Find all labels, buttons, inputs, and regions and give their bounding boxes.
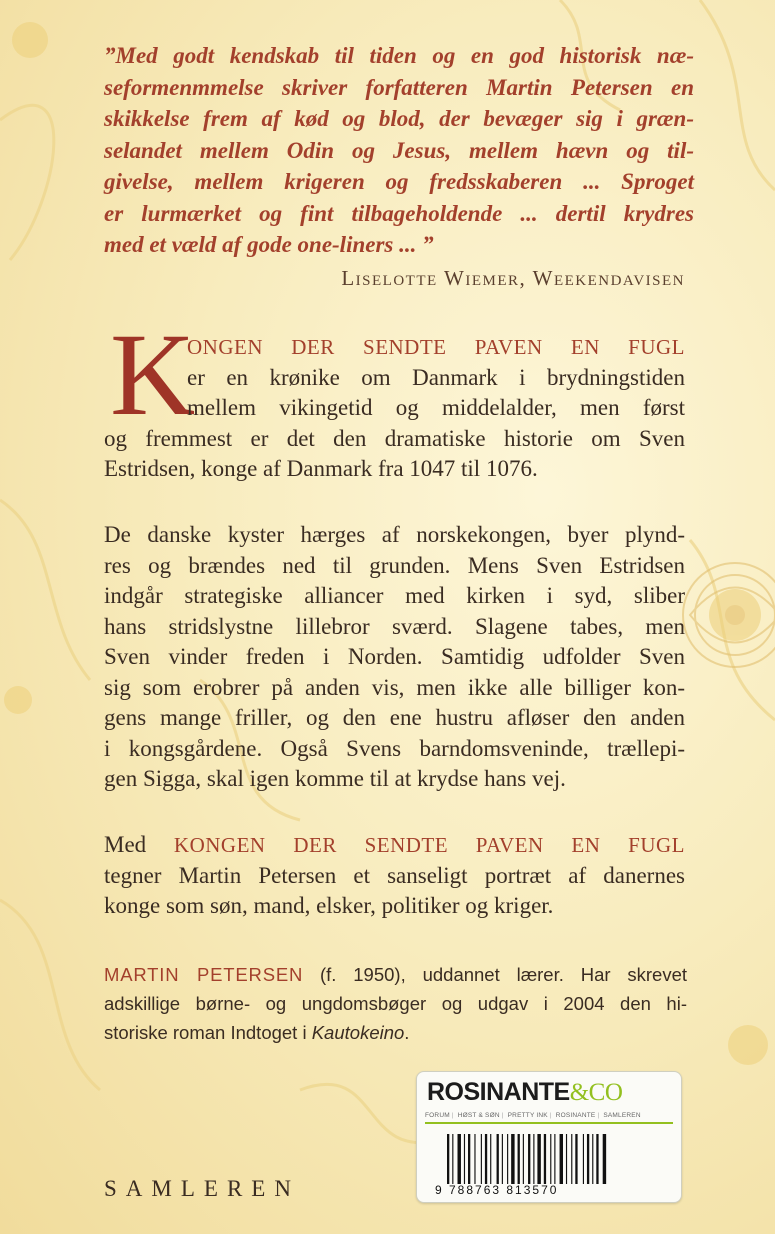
author-bio-line: adskillige børne- og ungdomsbøger og udgav i 2004 den hi- [104,993,687,1014]
quote-line: selandet mellem Odin og Jesus, mellem hævn og til- [104,137,694,163]
body-line: i kongsgårdene. Også Svens barndomsveninde, trællepi- [104,735,685,761]
quote-line: med et væld af gode one-liners ... ” [104,232,434,257]
quote-line: givelse, mellem krigeren og fredsskaberen ... Sproget [104,169,694,194]
book-title: ONGEN DER SENDTE PAVEN EN FUGL [187,335,685,359]
body-line: sig som erobrer på anden vis, men ikke alle billiger kon- [104,674,685,700]
body-lead: Med [104,832,147,857]
body-line: mellem vikingetid og middelalder, men først [187,395,685,420]
imprint-name: SAMLEREN [104,1176,300,1201]
quote-line: seformenmmelse skriver forfatteren Martin Petersen en [104,74,694,100]
book-reference: Kautokeino [311,1022,405,1043]
author-bio-text: . [404,1022,410,1043]
quote-line: er lurmærket og fint tilbageholdende ... dertil krydres [104,200,694,226]
author-bio-text: (f. 1950), uddannet lærer. Har skrevet [303,964,687,985]
body-line: res og brændes ned til grunden. Mens Sven Estridsen [104,552,685,578]
closing-paragraph [104,830,685,922]
book-title: KONGEN DER SENDTE PAVEN EN FUGL [173,833,685,857]
drop-cap: K [110,309,196,440]
publisher-label [416,1071,682,1203]
intro-paragraph [104,332,685,485]
author-name: MARTIN PETERSEN [104,964,304,985]
author-bio-text: storiske roman Indtoget i [104,1022,312,1043]
body-line: er en krønike om Danmark i brydningstiden [187,364,685,390]
body-line: Estridsen, konge af Danmark fra 1047 til 1076. [104,456,538,481]
isbn-number: 9 788763 813570 [435,1183,559,1197]
body-line: hans stridslystne lillebror sværd. Slagene tabes, men [104,613,685,639]
body-line: konge som søn, mand, elsker, politiker og kriger. [104,893,554,918]
review-quote [104,40,694,261]
author-bio [104,960,687,1047]
body-line: Sven vinder freden i Norden. Samtidig udfolder Sven [104,644,685,669]
publisher-imprints: FORUM | HØST & SØN | PRETTY INK | ROSINANTE | SAMLEREN [425,1112,673,1124]
publisher-logo: ROSINANTE&CO [427,1078,623,1106]
quote-line: skikkelse frem af kød og blod, der bevæger sig i græn- [104,106,694,131]
barcode [447,1134,652,1184]
body-line: indgår strategiske alliancer med kirken i syd, sliber [104,583,685,608]
body-line: gen Sigga, skal igen komme til at krydse hans vej. [104,766,566,791]
body-line: og fremmest er det den dramatiske historie om Sven [104,425,685,451]
quote-attribution: Liselotte Wiemer, Weekendavisen [341,266,685,290]
quote-line: ”Med godt kendskab til tiden og en god historisk næ- [104,43,694,68]
body-line: tegner Martin Petersen et sanseligt portræt af danernes [104,862,685,888]
synopsis-paragraph [104,520,685,795]
body-line: gens mange friller, og den ene hustru afløser den anden [104,705,685,730]
body-line: De danske kyster hærges af norskekongen, byer plynd- [104,522,685,547]
